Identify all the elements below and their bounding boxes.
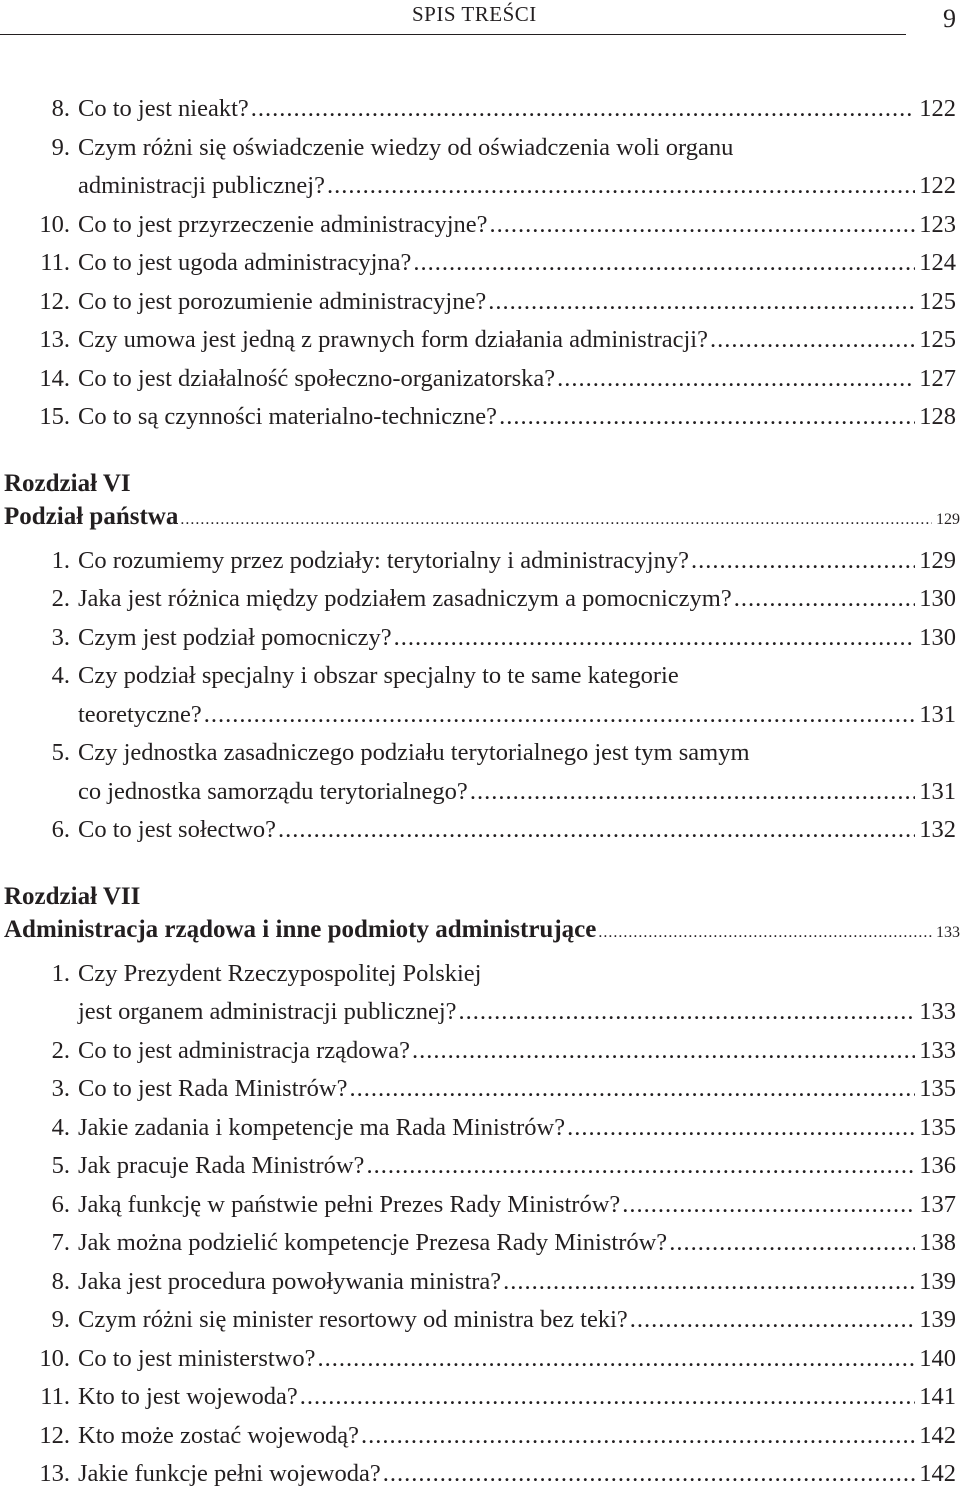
toc-entry-line xyxy=(0,542,956,581)
toc-entry-text: Co to jest porozumienie administracyjne? xyxy=(78,287,487,315)
toc-entry[interactable] xyxy=(0,1340,956,1379)
toc-entry-text: Jakie zadania i kompetencje ma Rada Ministrów? xyxy=(78,1113,566,1141)
chapter-page: 133 xyxy=(936,924,960,941)
dot-leader xyxy=(349,1070,915,1109)
chapter-entries xyxy=(0,955,960,1494)
toc-entry-text: Co to jest działalność społeczno-organizatorska? xyxy=(78,364,556,392)
header-rule xyxy=(0,34,906,35)
dot-leader xyxy=(490,206,916,245)
toc-entry-page: 127 xyxy=(919,364,956,392)
toc-entry-number: 13. xyxy=(39,1460,70,1487)
toc-entry-page: 139 xyxy=(919,1306,956,1333)
toc-entry-line xyxy=(0,1455,956,1494)
toc-entry[interactable] xyxy=(0,580,956,619)
running-header xyxy=(0,0,960,40)
toc-entry-number: 11. xyxy=(40,249,70,276)
toc-entry-text: Jakie funkcje pełni wojewoda? xyxy=(78,1460,381,1487)
toc-entry-line xyxy=(0,619,956,658)
chapter-6 xyxy=(0,465,960,850)
toc-entry-text: Czy Prezydent Rzeczypospolitej Polskiej xyxy=(78,959,482,987)
toc-entry-page: 136 xyxy=(919,1152,956,1179)
dot-leader xyxy=(488,283,915,322)
toc-entry-text: jest organem administracji publicznej? xyxy=(78,998,457,1025)
toc-entry-text: Co to jest administracja rządowa? xyxy=(78,1036,410,1064)
chapter-title-row[interactable] xyxy=(0,503,960,542)
toc-entry-text: Jaka jest procedura powoływania ministra? xyxy=(78,1267,502,1295)
toc-entry-number: 3. xyxy=(51,1075,70,1102)
dot-leader xyxy=(691,542,915,581)
toc-entry[interactable] xyxy=(0,1070,956,1109)
toc-entry-text: Jak można podzielić kompetencje Prezesa Rady Ministrów? xyxy=(78,1229,668,1256)
toc-entry-number: 8. xyxy=(51,1267,70,1295)
toc-entry-line xyxy=(0,1263,956,1302)
chapter-entries xyxy=(0,542,960,850)
dot-leader xyxy=(710,321,915,360)
dot-leader xyxy=(630,1301,915,1340)
toc-entry-line xyxy=(0,398,956,437)
toc-entry-page: 131 xyxy=(919,777,956,805)
dot-leader xyxy=(412,1032,915,1071)
toc-entry-number: 13. xyxy=(39,326,70,353)
toc-entry-line xyxy=(0,1378,956,1417)
toc-entry-text: Jak pracuje Rada Ministrów? xyxy=(78,1152,365,1179)
toc-entry-text: Czy podział specjalny i obszar specjalny to te same kategorie xyxy=(78,662,679,689)
toc-entry-page: 135 xyxy=(919,1075,956,1102)
dot-leader xyxy=(459,993,916,1032)
dot-leader xyxy=(499,398,915,437)
toc-section-continued xyxy=(0,90,960,437)
toc-entry[interactable] xyxy=(0,244,956,283)
toc-entry-line xyxy=(0,283,956,322)
chapter-title: Administracja rządowa i inne podmioty administrujące xyxy=(4,916,597,943)
toc-entry-line xyxy=(0,580,956,619)
toc-entry-number: 6. xyxy=(51,816,70,843)
toc-entry[interactable] xyxy=(0,206,956,245)
toc-entry-text: Kto to jest wojewoda? xyxy=(78,1383,298,1410)
toc-entry[interactable] xyxy=(0,1455,956,1494)
toc-entry-line xyxy=(0,696,956,735)
toc-entry[interactable] xyxy=(0,360,956,399)
toc-entry-page: 133 xyxy=(919,998,956,1025)
toc-entry-number: 2. xyxy=(51,1036,70,1064)
toc-entry-line xyxy=(0,734,956,773)
toc-entry-number: 6. xyxy=(51,1190,70,1218)
toc-entry-page: 130 xyxy=(919,585,956,612)
toc-entry-text: teoretyczne? xyxy=(78,700,202,728)
toc-entry-line xyxy=(0,955,956,994)
toc-entry-text: Czy umowa jest jedną z prawnych form działania administracji? xyxy=(78,326,708,353)
toc-entry-line xyxy=(0,1417,956,1456)
toc-entry-text: Co rozumiemy przez podziały: terytorialny i administracyjny? xyxy=(78,546,689,574)
toc-entry-line xyxy=(0,167,956,206)
toc-entry-number: 9. xyxy=(51,1306,70,1333)
toc-entry-text: co jednostka samorządu terytorialnego? xyxy=(78,777,468,805)
dot-leader xyxy=(251,90,915,129)
dot-leader xyxy=(383,1455,916,1494)
toc-entry-text: Czy jednostka zasadniczego podziału terytorialnego jest tym samym xyxy=(78,739,750,766)
toc-entry-number: 14. xyxy=(39,364,70,392)
toc-entry-text: Czym różni się minister resortowy od ministra bez teki? xyxy=(78,1306,628,1333)
toc-entry-number: 5. xyxy=(51,739,70,766)
toc-entry-line xyxy=(0,1340,956,1379)
toc-entry[interactable] xyxy=(0,1224,956,1263)
toc-entry[interactable] xyxy=(0,398,956,437)
chapter-label: Rozdział VII xyxy=(4,882,141,910)
toc-entry-page: 122 xyxy=(919,95,956,122)
toc-entry-text: administracji publicznej? xyxy=(78,172,325,199)
dot-leader xyxy=(598,924,932,942)
toc-entry[interactable] xyxy=(0,1147,956,1186)
toc-entry-number: 3. xyxy=(51,623,70,651)
toc-entry-page: 130 xyxy=(919,623,956,651)
dot-leader xyxy=(567,1109,915,1148)
dot-leader xyxy=(394,619,916,658)
toc-entry-line xyxy=(0,657,956,696)
toc-entry[interactable] xyxy=(0,1263,956,1302)
toc-entry-page: 122 xyxy=(919,172,956,199)
toc-entry-line xyxy=(0,1070,956,1109)
toc-entry-number: 7. xyxy=(51,1229,70,1256)
toc-entry-line xyxy=(0,321,956,360)
dot-leader xyxy=(503,1263,915,1302)
dot-leader xyxy=(318,1340,916,1379)
toc-entry-line xyxy=(0,1109,956,1148)
toc-entry-page: 142 xyxy=(919,1421,956,1449)
toc-entry-text: Jaką funkcję w państwie pełni Prezes Rady Ministrów? xyxy=(78,1190,621,1218)
toc-entry-number: 12. xyxy=(39,287,70,315)
dot-leader xyxy=(300,1378,915,1417)
toc-entry-line xyxy=(0,206,956,245)
toc-entry-line xyxy=(0,773,956,812)
toc-entry-page: 141 xyxy=(919,1383,956,1410)
toc-entry-line xyxy=(0,129,956,168)
toc-entry[interactable] xyxy=(0,1109,956,1148)
dot-leader xyxy=(180,511,932,529)
dot-leader xyxy=(204,696,915,735)
toc-entry-line xyxy=(0,90,956,129)
chapter-page: 129 xyxy=(936,511,960,528)
toc-entry-line xyxy=(0,1186,956,1225)
toc-entry[interactable] xyxy=(0,1301,956,1340)
page-number: 9 xyxy=(943,4,956,33)
toc-entry-page: 137 xyxy=(919,1190,956,1218)
toc-entry-page: 133 xyxy=(919,1036,956,1064)
toc-entry-page: 142 xyxy=(919,1460,956,1487)
toc-entry-page: 124 xyxy=(919,249,956,276)
toc-entry-number: 5. xyxy=(51,1152,70,1179)
dot-leader xyxy=(734,580,916,619)
dot-leader xyxy=(669,1224,915,1263)
dot-leader xyxy=(278,811,915,850)
toc-entry-line xyxy=(0,1147,956,1186)
toc-entry-page: 139 xyxy=(919,1267,956,1295)
toc-entry-number: 2. xyxy=(51,585,70,612)
toc-entry-page: 128 xyxy=(919,403,956,430)
toc-entry[interactable] xyxy=(0,283,956,322)
toc-entry-page: 140 xyxy=(919,1344,956,1372)
toc-entry[interactable] xyxy=(0,542,956,581)
toc-entry[interactable] xyxy=(0,1032,956,1071)
toc-entry-number: 9. xyxy=(51,133,70,161)
toc-entry-page: 131 xyxy=(919,700,956,728)
toc-entry[interactable] xyxy=(0,955,956,1032)
toc-entry-number: 4. xyxy=(51,1113,70,1141)
toc-entry-page: 125 xyxy=(919,326,956,353)
toc-entry-number: 1. xyxy=(51,959,70,987)
chapter-title: Podział państwa xyxy=(4,503,179,530)
toc-entry-line xyxy=(0,244,956,283)
toc-entry-text: Kto może zostać wojewodą? xyxy=(78,1421,359,1449)
toc-entry-text: Co to jest przyrzeczenie administracyjne? xyxy=(78,210,488,238)
dot-leader xyxy=(366,1147,915,1186)
toc-entry-page: 135 xyxy=(919,1113,956,1141)
toc-entry[interactable] xyxy=(0,1378,956,1417)
toc-entry[interactable] xyxy=(0,734,956,811)
toc-entry-line xyxy=(0,1224,956,1263)
toc-entry[interactable] xyxy=(0,811,956,850)
toc-entry-text: Co to jest ugoda administracyjna? xyxy=(78,249,412,276)
toc-entry[interactable] xyxy=(0,321,956,360)
toc-entry-text: Co to jest ministerstwo? xyxy=(78,1344,316,1372)
toc-entry-page: 125 xyxy=(919,287,956,315)
toc-entry-line xyxy=(0,1032,956,1071)
toc-entry-number: 1. xyxy=(51,546,70,574)
toc-entry-number: 4. xyxy=(51,662,70,689)
toc-entry-text: Co to jest nieakt? xyxy=(78,95,249,122)
toc-entry[interactable] xyxy=(0,619,956,658)
toc-entry-line xyxy=(0,993,956,1032)
toc-entry-number: 8. xyxy=(51,95,70,122)
toc-entry-line xyxy=(0,1301,956,1340)
chapter-title-row[interactable] xyxy=(0,916,960,955)
toc-entry-page: 129 xyxy=(919,546,956,574)
toc-entry-page: 123 xyxy=(919,210,956,238)
dot-leader xyxy=(557,360,915,399)
dot-leader xyxy=(327,167,915,206)
toc-entry-number: 15. xyxy=(39,403,70,430)
toc-entry[interactable] xyxy=(0,657,956,734)
chapter-7 xyxy=(0,878,960,1494)
toc-entry-line xyxy=(0,811,956,850)
toc-entry-number: 10. xyxy=(39,1344,70,1372)
toc-entry-text: Czym jest podział pomocniczy? xyxy=(78,623,392,651)
toc-entry[interactable] xyxy=(0,1417,956,1456)
toc-entry-text: Czym różni się oświadczenie wiedzy od oświadczenia woli organu xyxy=(78,133,734,161)
running-header-title: SPIS TREŚCI xyxy=(412,2,537,26)
dot-leader xyxy=(470,773,915,812)
toc-entry-text: Co to są czynności materialno-techniczne? xyxy=(78,403,498,430)
toc-entry-number: 11. xyxy=(40,1383,70,1410)
toc-entry-text: Co to jest sołectwo? xyxy=(78,816,277,843)
dot-leader xyxy=(622,1186,915,1225)
table-of-contents xyxy=(0,90,960,1494)
chapter-label: Rozdział VI xyxy=(4,469,131,497)
toc-entry[interactable] xyxy=(0,129,956,206)
toc-entry-text: Co to jest Rada Ministrów? xyxy=(78,1075,348,1102)
toc-entry-page: 132 xyxy=(919,816,956,843)
toc-entry-number: 10. xyxy=(39,210,70,238)
toc-entry-text: Jaka jest różnica między podziałem zasadniczym a pomocniczym? xyxy=(78,585,732,612)
dot-leader xyxy=(413,244,915,283)
toc-entry[interactable] xyxy=(0,90,956,129)
toc-entry[interactable] xyxy=(0,1186,956,1225)
toc-entry-line xyxy=(0,360,956,399)
dot-leader xyxy=(361,1417,915,1456)
toc-entry-page: 138 xyxy=(919,1229,956,1256)
toc-entry-number: 12. xyxy=(39,1421,70,1449)
